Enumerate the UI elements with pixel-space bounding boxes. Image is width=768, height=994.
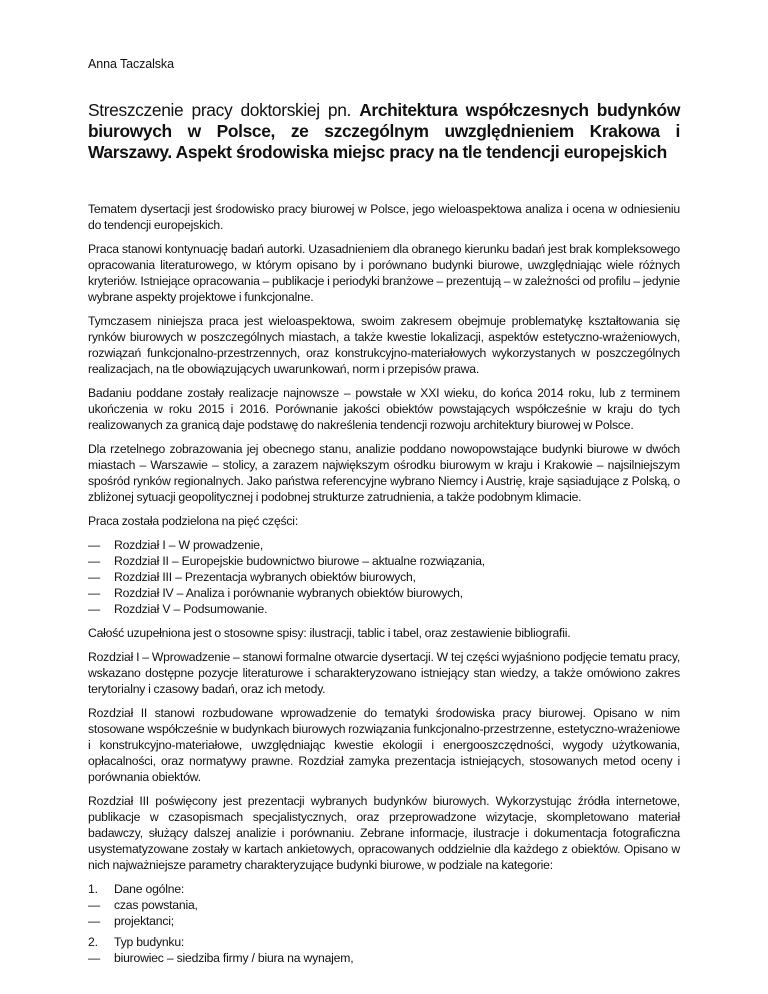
paragraph: Praca została podzielona na pięć części: bbox=[88, 514, 299, 528]
list-item-text: Rozdział V – Podsumowanie. bbox=[114, 602, 268, 616]
list-item bbox=[88, 553, 680, 569]
list-item-text: biurowiec – siedziba firmy / biura na wynajem, bbox=[114, 951, 354, 965]
document-content bbox=[88, 56, 680, 971]
paragraph: Badaniu poddane zostały realizacje najnowsze – powstałe w XXI wieku, do końca 2014 roku, lub z terminem ukończenia w roku 2015 i 2016. Porównanie jakości obiektów powstających współcześnie w kraju do tych realizowanych za granicą daje podstawę do nakreślenia tendencji rozwoju architektury biurowej w Polsce. bbox=[88, 386, 680, 432]
list-item bbox=[88, 537, 680, 553]
paragraph: Tymczasem niniejsza praca jest wieloaspektowa, swoim zakresem obejmuje problematykę kształtowania się rynków biurowych w poszczególnych miastach, a także kwestie lokalizacji, aspektów estetyczno-wrażeniowych, rozwiązań funkcjonalno-przestrzennych, oraz konstrukcyjno-materiałowych wykorzystanych w poszczególnych realizacjach, na tle obowiązujących uwarunkowań, norm i przepisów prawa. bbox=[88, 314, 680, 376]
list-item-text: projektanci; bbox=[114, 914, 174, 928]
paragraph: Rozdział II stanowi rozbudowane wprowadzenie do tematyki środowiska pracy biurowej. Opisano w nim stosowane współcześnie w budynkach biurowych rozwiązania funkcjonalno-przestrzenne, estetyczno-wrażeniowe i konstrukcyjno-materiałowe, uwzględniając kwestie ekologii i energooszczędności, wygody użytkowania, opłacalności, oraz normatywy prawne. Rozdział zamyka prezentacja istniejących, stosowanych metod oceny i porównania obiektów. bbox=[88, 706, 680, 784]
paragraph: Tematem dysertacji jest środowisko pracy biurowej w Polsce, jego wieloaspektowa analiza i ocena w odniesieniu do tendencji europejskich. bbox=[88, 202, 680, 232]
category-list-general bbox=[88, 881, 680, 929]
list-item bbox=[88, 569, 680, 585]
list-item-text: Rozdział I – W prowadzenie, bbox=[114, 538, 264, 552]
list-item-text: czas powstania, bbox=[114, 898, 198, 912]
list-item-text: Dane ogólne: bbox=[114, 882, 185, 896]
list-item bbox=[88, 934, 680, 950]
list-item bbox=[88, 950, 680, 966]
list-marker: — bbox=[88, 951, 100, 965]
paragraph: Praca stanowi kontynuację badań autorki. Uzasadnieniem dla obranego kierunku badań jest brak kompleksowego opracowania literaturowego, w którym opisano by i porównano budynki biurowe, uwzględniając wiele różnych kryteriów. Istniejące opracowania – publikacje i periodyki branżowe – prezentują – w zależności od profilu – jedynie wybrane aspekty projektowe i funkcjonalne. bbox=[88, 242, 680, 304]
title-bold: Architektura współczesnych budynków biurowych w Polsce, ze szczególnym uwzględnieniem Krakowa i Warszawy. Aspekt środowiska miejsc pracy na tle tendencji europejskich bbox=[88, 100, 680, 162]
category-list-building-type bbox=[88, 934, 680, 966]
list-marker: — bbox=[88, 898, 100, 912]
list-item bbox=[88, 601, 680, 617]
list-item bbox=[88, 913, 680, 929]
list-item bbox=[88, 897, 680, 913]
list-marker: — bbox=[88, 554, 100, 568]
author-name: Anna Taczalska bbox=[88, 57, 174, 71]
list-marker: — bbox=[88, 586, 100, 600]
list-item-text: Typ budynku: bbox=[114, 935, 185, 949]
list-marker: — bbox=[88, 538, 100, 552]
list-marker: 2. bbox=[88, 935, 98, 949]
paragraph: Rozdział III poświęcony jest prezentacji wybranych budynków biurowych. Wykorzystując źródła internetowe, publikacje w czasopismach specjalistycznych, oraz przeprowadzone wizytacje, skompletowano materiał badawczy, służący dalszej analizie i porównaniu. Zebrane informacje, ilustracje i dokumentacja fotograficzna usystematyzowane zostały w kartach ankietowych, opracowanych oddzielnie dla każdego z obiektów. Opisano w nich najważniejsze parametry charakteryzujące budynki biurowe, w podziale na kategorie: bbox=[88, 794, 680, 872]
list-marker: — bbox=[88, 914, 100, 928]
paragraph: Całość uzupełniona jest o stosowne spisy: ilustracji, tablic i tabel, oraz zestawienie bibliografii. bbox=[88, 626, 571, 640]
list-marker: — bbox=[88, 570, 100, 584]
list-item-text: Rozdział II – Europejskie budownictwo biurowe – aktualne rozwiązania, bbox=[114, 554, 485, 568]
list-marker: — bbox=[88, 602, 100, 616]
paragraph: Dla rzetelnego zobrazowania jej obecnego stanu, analizie poddano nowopowstające budynki biurowe w dwóch miastach – Warszawie – stolicy, a zarazem największym ośrodku biurowym w kraju i Krakowie – najsilniejszym spośród rynków regionalnych. Jako państwa referencyjne wybrano Niemcy i Austrię, kraje sąsiadujące z Polską, o zbliżonej sytuacji geopolitycznej i podobnej strukturze zatrudnienia, a także podobnym klimacie. bbox=[88, 442, 680, 504]
chapter-list bbox=[88, 537, 680, 617]
list-item bbox=[88, 881, 680, 897]
title-prefix: Streszczenie pracy doktorskiej pn. bbox=[88, 100, 360, 120]
list-marker: 1. bbox=[88, 882, 98, 896]
document-title bbox=[88, 100, 680, 163]
list-item-text: Rozdział IV – Analiza i porównanie wybranych obiektów biurowych, bbox=[114, 586, 463, 600]
list-item bbox=[88, 585, 680, 601]
paragraph: Rozdział I – Wprowadzenie – stanowi formalne otwarcie dysertacji. W tej części wyjaśniono podjęcie tematu pracy, wskazano dostępne pozycje literaturowe i scharakteryzowano istniejący stan wiedzy, a także omówiono zakres terytorialny i czasowy badań, oraz ich metody. bbox=[88, 650, 680, 696]
list-item-text: Rozdział III – Prezentacja wybranych obiektów biurowych, bbox=[114, 570, 416, 584]
